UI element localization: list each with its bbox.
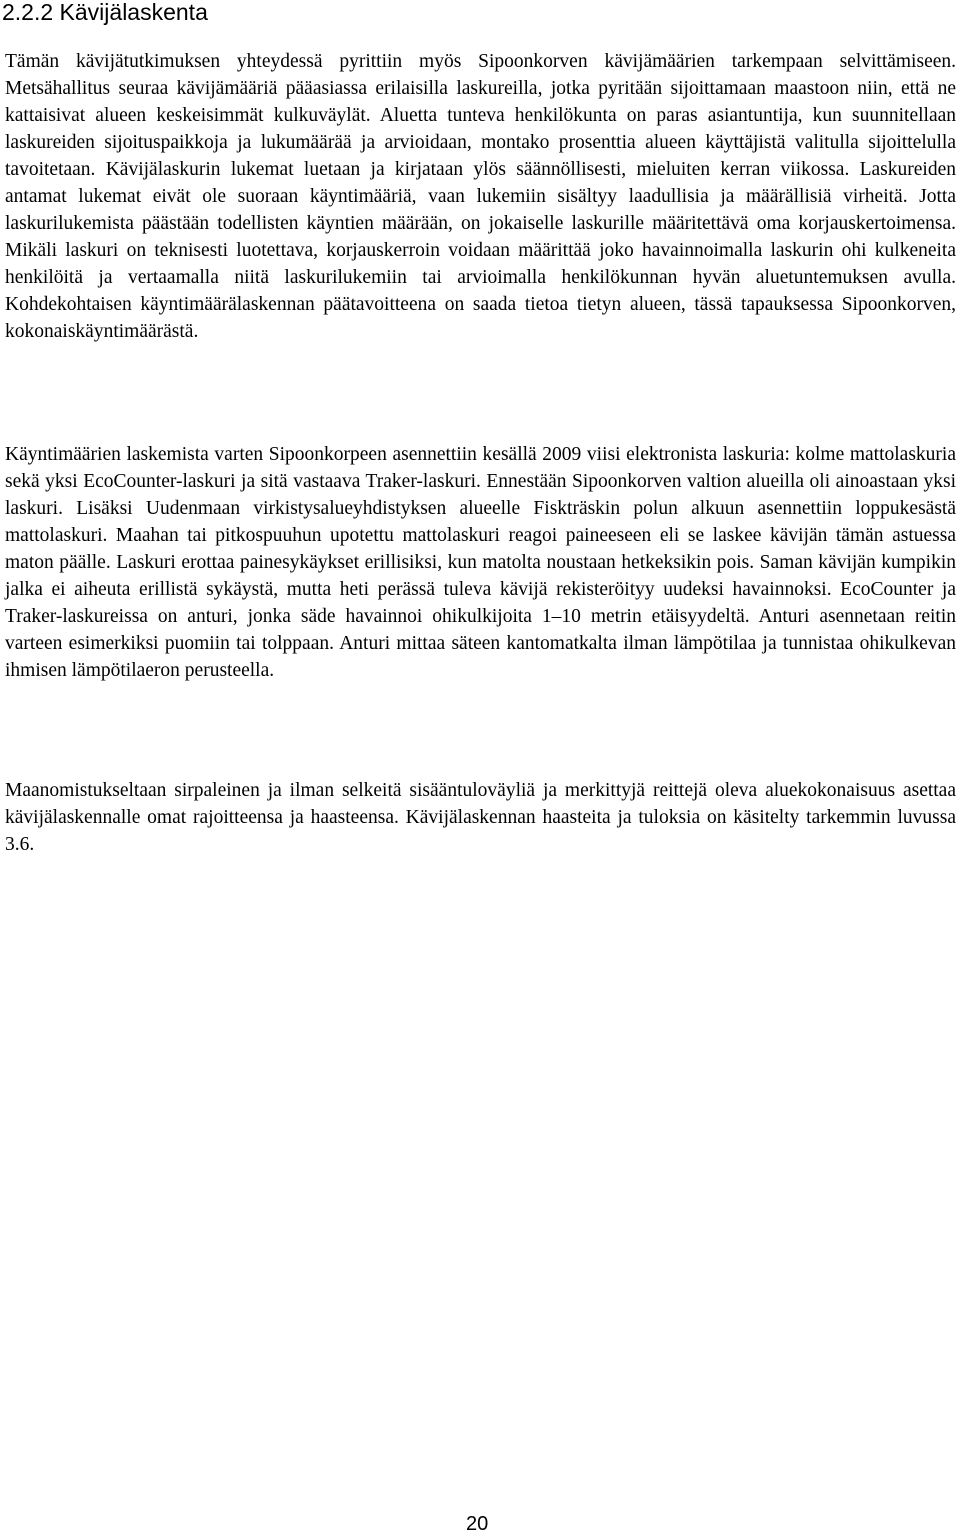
section-heading: 2.2.2 Kävijälaskenta [2, 0, 208, 25]
paragraph-text: Käyntimäärien laskemista varten Sipoonkorpeen asennettiin kesällä 2009 viisi elektronista laskuria: kolme mattolaskuria sekä yksi EcoCounter-laskuri ja sitä vastaava Traker-laskuri. Ennestään Sipoonkorven valtion alueilla oli ainoastaan yksi laskuri. Lisäksi Uudenmaan virkistysalueyhdistyksen alueelle Fiskträskin polun alkuun asennettiin loppukesästä mattolaskuri. Maahan tai pitkospuuhun upotettu mattolaskuri reagoi paineeseen eli se laskee kävijän tämän astuessa maton päälle. Laskuri erottaa painesykäykset erillisiksi, kun matolta noustaan hetkeksikin pois. Saman kävijän kumpikin jalka ei aiheuta erillistä sykäystä, mutta heti perässä tuleva kävijä rekisteröityy uudeksi havainnoksi. EcoCounter ja Traker-laskureissa on anturi, jonka säde havainnoi ohikulkijoita 1–10 metrin etäisyydeltä. Anturi asennetaan reitin varteen esimerkiksi puomiin tai tolppaan. Anturi mittaa säteen kantomatkalta ilman lämpötilaa ja tunnistaa ohikulkevan ihmisen lämpötilaeron perusteella. [5, 444, 956, 681]
paragraph-text: Maanomistukseltaan sirpaleinen ja ilman selkeitä sisääntuloväyliä ja merkittyjä reittejä oleva aluekokonaisuus asettaa kävijälaskennalle omat rajoitteensa ja haasteensa. Kävijälaskennan haasteita ja tuloksia on käsitelty tarkemmin luvussa 3.6. [5, 780, 956, 855]
paragraph-visitor-counting-intro [5, 48, 956, 345]
paragraph-text: Tämän kävijätutkimuksen yhteydessä pyrittiin myös Sipoonkorven kävijämäärien tarkempaan selvittämiseen. Metsähallitus seuraa kävijämääriä pääasiassa erilaisilla laskureilla, jotka pyritään sijoittamaan maastoon niin, että ne kattaisivat alueen keskeisimmät kulkuväylät. Aluetta tunteva henkilökunta on paras asiantuntija, kun suunnitellaan laskureiden sijoituspaikkoja ja lukumäärää ja arvioidaan, montako prosenttia alueen käyttäjistä valitulla sijoittelulla tavoitetaan. Kävijälaskurin lukemat luetaan ja kirjataan ylös säännöllisesti, mieluiten kerran viikossa. Laskureiden antamat lukemat eivät ole suoraan käyntimääriä, vaan lukemiin sisältyy laadullisia ja määrällisiä virheitä. Jotta laskurilukemista päästään todellisten käyntien määrään, on jokaiselle laskurille määritettävä oma korjauskertoimensa. Mikäli laskuri on teknisesti luotettava, korjauskerroin voidaan määrittää joko havainnoimalla laskurin ohi kulkeneita henkilöitä ja vertaamalla niitä laskurilukemiin tai arvioimalla henkilökunnan hyvän aluetuntemuksen avulla. Kohdekohtaisen käyntimäärälaskennan päätavoitteena on saada tietoa tietyn alueen, tässä tapauksessa Sipoonkorven, kokonaiskäyntimäärästä. [5, 51, 956, 342]
paragraph-counting-challenges [5, 777, 956, 858]
paragraph-counter-installation [5, 441, 956, 684]
page-number: 20 [466, 1513, 489, 1535]
